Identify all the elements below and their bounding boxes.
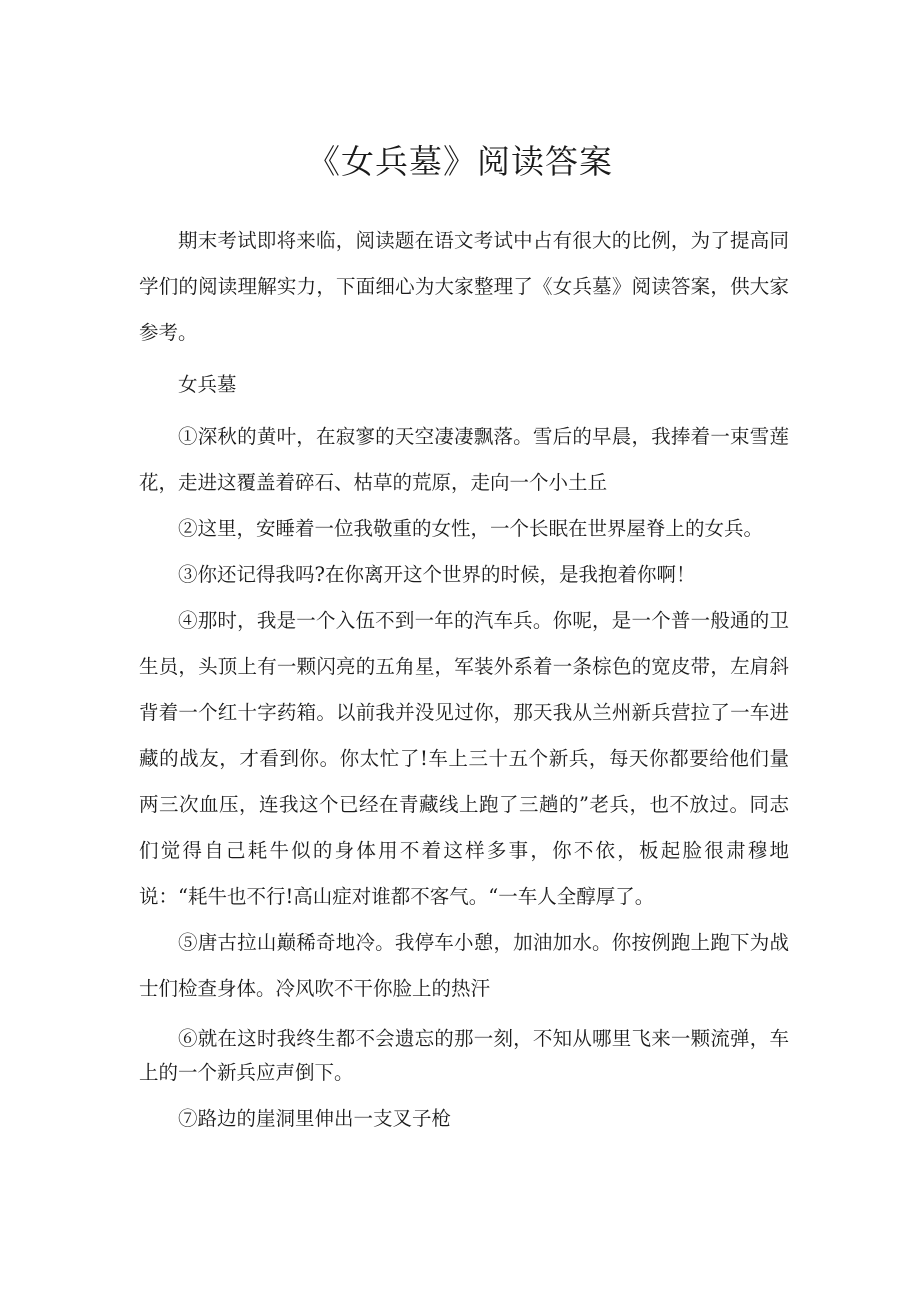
document-title: 《女兵墓》阅读答案 (307, 142, 613, 181)
paragraph-1: ①深秋的黄叶，在寂寥的天空凄凄飘落。雪后的早晨，我捧着一束雪莲花，走进这覆盖着碎石、枯草的荒原，走向一个小土丘 (139, 425, 789, 494)
paragraph-5: ⑤唐古拉山巅稀奇地冷。我停车小憩，加油加水。你按例跑上跑下为战士们检查身体。冷风吹不干你脸上的热汗 (139, 931, 789, 1000)
paragraph-4: ④那时，我是一个入伍不到一年的汽车兵。你呢，是一个普一般通的卫生员，头顶上有一颗闪亮的五角星，军装外系着一条棕色的宽皮带，左肩斜背着一个红十字药箱。以前我并没见过你，那天我从兰州新兵营拉了一车进藏的战友，才看到你。你太忙了!车上三十五个新兵，每天你都要给他们量两三次血压，连我这个已经在青藏线上跑了三趟的”老兵，也不放过。同志们觉得自己耗牛似的身体用不着这样多事，你不依，板起脸很肃穆地说：“耗牛也不行!高山症对谁都不客气。“一车人全醇厚了。 (139, 609, 789, 908)
article-subtitle: 女兵墓 (178, 373, 237, 396)
paragraph-3: ③你还记得我吗?在你离开这个世界的时候，是我抱着你啊！ (178, 563, 696, 586)
paragraph-2: ②这里，安睡着一位我敬重的女性，一个长眠在世界屋脊上的女兵。 (178, 517, 764, 540)
paragraph-7: ⑦路边的崖洞里伸出一支叉子枪 (178, 1107, 452, 1130)
paragraph-6: ⑥就在这时我终生都不会遗忘的那一刻，不知从哪里飞来一颗流弹，车上的一个新兵应声倒下。 (139, 1027, 789, 1084)
intro-paragraph: 期末考试即将来临，阅读题在语文考试中占有很大的比例，为了提高同学们的阅读理解实力，下面细心为大家整理了《女兵墓》阅读答案，供大家参考。 (139, 229, 789, 344)
document-body (139, 218, 789, 1142)
